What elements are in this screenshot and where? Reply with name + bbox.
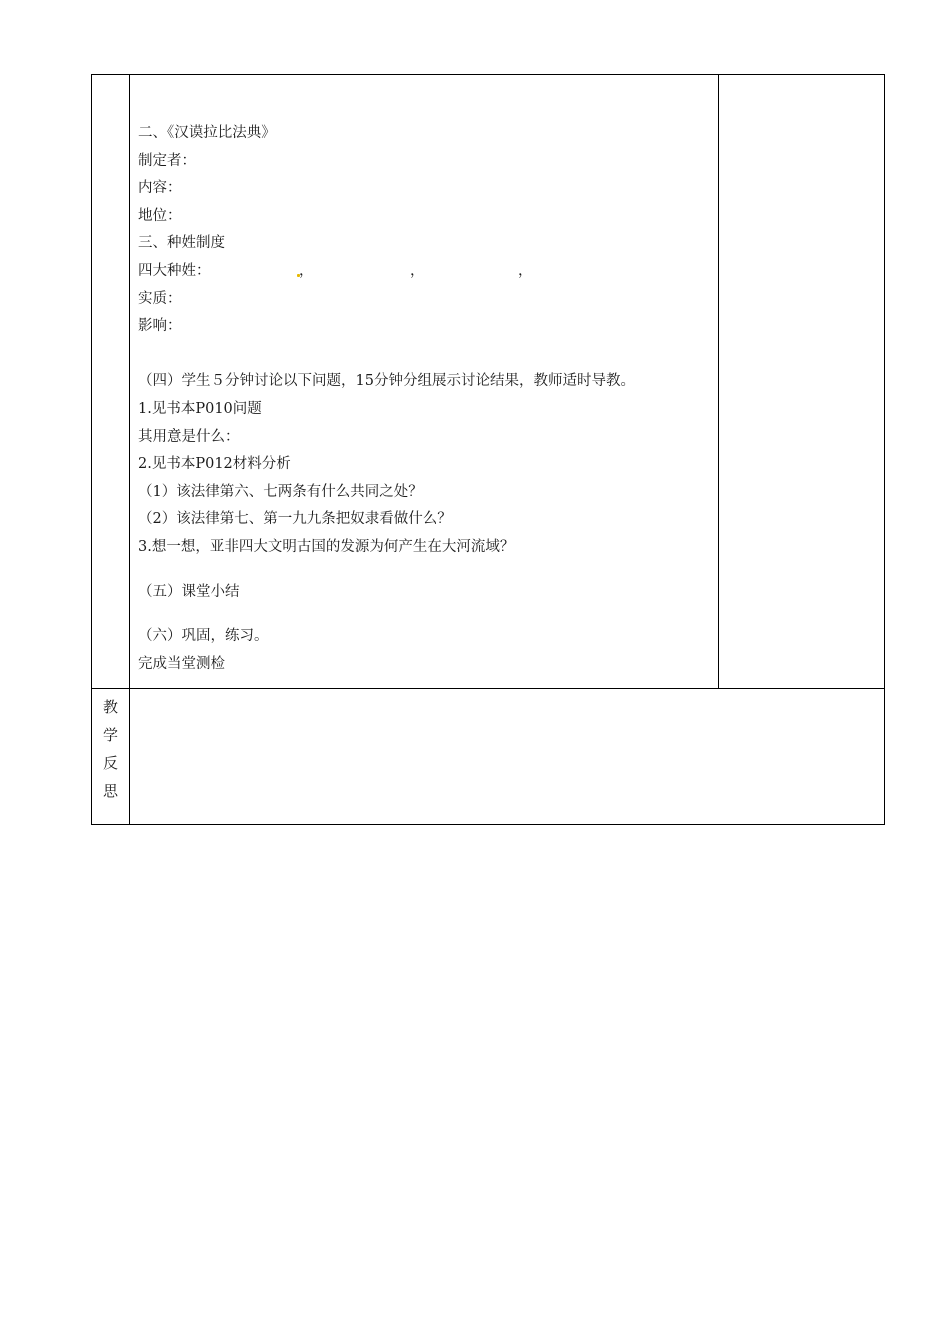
teaching-reflection-field[interactable] bbox=[130, 689, 884, 824]
field-impact: 影响： bbox=[138, 318, 182, 335]
section-title-hammurabi: 二、《汉谟拉比法典》 bbox=[138, 125, 276, 141]
table-top-border bbox=[91, 74, 885, 75]
table-notes-column-border bbox=[718, 74, 719, 689]
part6-practice: （六）巩固，练习。 bbox=[138, 628, 269, 645]
reflection-char: 思 bbox=[102, 782, 118, 800]
spacer bbox=[138, 562, 713, 579]
spacer bbox=[138, 606, 713, 623]
reflection-char: 教 bbox=[102, 698, 118, 716]
question-3: 3.想一想，亚非四大文明古国的发源为何产生在大河流域？ bbox=[138, 538, 515, 555]
lesson-content bbox=[138, 120, 713, 678]
caste-separator: ， bbox=[410, 262, 425, 279]
field-maker: 制定者： bbox=[138, 152, 196, 169]
part4-intro: （四）学生５分钟讨论以下问题，15分钟分组展示讨论结果，教师适时导教。 bbox=[138, 373, 635, 390]
field-four-castes-row bbox=[138, 258, 713, 286]
field-status: 地位： bbox=[138, 207, 182, 224]
reflection-char: 反 bbox=[102, 754, 118, 772]
field-four-castes: 四大种姓： bbox=[138, 262, 211, 279]
table-bottom-border bbox=[91, 824, 885, 825]
question-2a: （1）该法律第六、七两条有什么共同之处？ bbox=[138, 483, 423, 500]
field-essence: 实质： bbox=[138, 290, 182, 307]
question-1: 1.见书本P010问题 bbox=[138, 400, 262, 417]
part6-sub: 完成当堂测检 bbox=[138, 655, 225, 672]
part5-summary: （五）课堂小结 bbox=[138, 583, 240, 600]
blank-line bbox=[138, 341, 713, 369]
table-right-border bbox=[884, 74, 885, 825]
question-1-sub: 其用意是什么： bbox=[138, 428, 240, 445]
reflection-char: 学 bbox=[102, 726, 118, 744]
section-title-caste: 三、种姓制度 bbox=[138, 235, 225, 252]
caste-separator: ， bbox=[299, 262, 314, 279]
field-content: 内容： bbox=[138, 180, 182, 197]
question-2: 2.见书本P012材料分析 bbox=[138, 456, 291, 473]
question-2b: （2）该法律第七、第一九九条把奴隶看做什么？ bbox=[138, 511, 452, 528]
caste-separator: ， bbox=[518, 262, 533, 279]
teaching-reflection-label bbox=[92, 693, 129, 805]
